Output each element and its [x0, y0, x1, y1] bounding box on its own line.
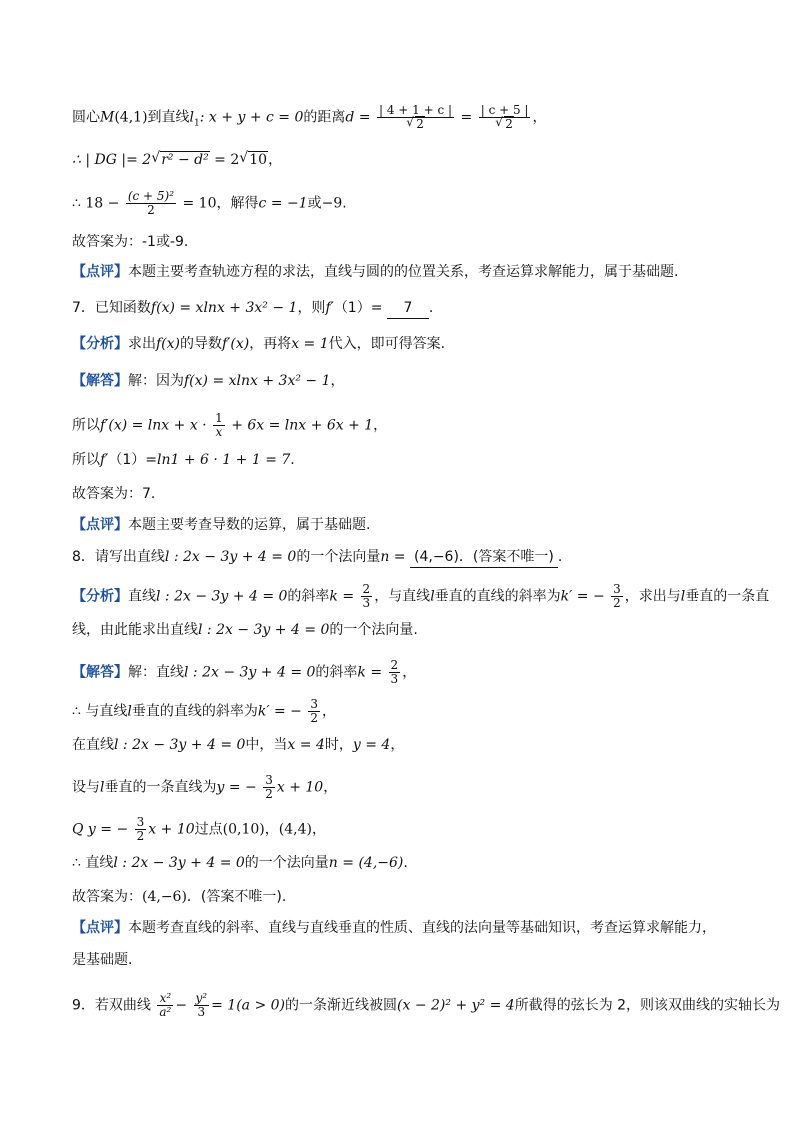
math: y = 4: [352, 737, 391, 753]
text: 故答案为：: [72, 889, 142, 905]
frac-denominator: 2: [147, 203, 155, 217]
frac-numerator: 3: [613, 582, 621, 596]
math: f(x): [156, 336, 181, 352]
math: ∴ | DG |= 2: [72, 152, 152, 168]
math: l: [127, 703, 132, 720]
frac-numerator: 2: [390, 658, 399, 672]
frac-denominator: a²: [159, 1005, 172, 1019]
text: 的导数: [180, 336, 223, 352]
math-radical: r² − d²: [161, 152, 209, 168]
fraction: [157, 992, 173, 1019]
frac-denominator: x: [215, 425, 223, 439]
text: ．(答案不唯一).: [186, 889, 287, 905]
fraction: [308, 698, 320, 725]
math: ln1 + 6 · 1 + 1 = 7: [157, 452, 291, 468]
line-comment-7: [72, 515, 734, 535]
math-eq: =: [460, 109, 473, 126]
fraction: [194, 992, 210, 1019]
math: f′: [325, 300, 334, 316]
math: l: [100, 779, 105, 796]
text: 故答案为：7.: [72, 486, 156, 502]
question-7: [72, 298, 734, 318]
line-comment-8: [72, 918, 734, 938]
fraction: [361, 583, 373, 610]
text: ，: [330, 373, 345, 389]
fraction: [135, 816, 147, 843]
text: 的距离: [303, 109, 346, 126]
math: = 2: [214, 152, 240, 168]
text: 设与: [72, 779, 100, 796]
frac-numerator: y²: [195, 991, 208, 1005]
frac-numerator: | c + 5 |: [480, 103, 529, 117]
math: l : 2x − 3y + 4 = 0: [184, 664, 316, 681]
math: = 10: [182, 195, 217, 212]
comment-tag: 【点评】: [72, 517, 128, 533]
text: ，与直线: [374, 588, 431, 605]
text: 在直线: [72, 737, 114, 753]
text: .: [557, 549, 563, 565]
math: l : 2x − 3y + 4 = 0: [156, 588, 288, 605]
answer-blank: (4,−6)．(答案不唯一): [410, 547, 558, 568]
question-8: [72, 547, 734, 567]
frac-denominator: 2: [265, 787, 273, 801]
line-solve-c: [72, 189, 734, 217]
text: 求出: [128, 336, 156, 352]
math-point: (4,1): [114, 109, 148, 126]
line-dg: [72, 150, 734, 170]
text: 直线: [85, 855, 114, 871]
math: x = 1: [291, 336, 329, 352]
text: 代入，即可得答案.: [328, 336, 446, 352]
text: ，: [532, 109, 547, 126]
text: 7．已知函数: [72, 300, 151, 316]
math-function: f(x) = xlnx + 3x² − 1: [150, 300, 298, 316]
text: 线，由此能求出直线: [72, 622, 198, 638]
line-answer-6: [72, 232, 734, 252]
frac-denominator: 2: [310, 711, 318, 725]
math: k′ = −: [257, 703, 302, 720]
text: 到直线: [147, 109, 190, 126]
question-9: [72, 991, 781, 1019]
line-through-points: [72, 815, 734, 843]
frac-numerator: 3: [310, 697, 318, 711]
text: .: [403, 855, 408, 871]
text: 解：因为: [128, 373, 184, 389]
math: f(x) = xlnx + 3x² − 1: [184, 373, 331, 389]
math: l: [680, 588, 686, 605]
frac-numerator: 1: [215, 411, 223, 425]
math: ∴ 18 −: [72, 195, 120, 212]
answer: -1或-9: [142, 234, 184, 250]
text: （1）=: [108, 452, 158, 468]
math: l : 2x − 3y + 4 = 0: [114, 737, 246, 753]
text: 解：直线: [128, 664, 184, 681]
math: ∴: [72, 855, 81, 871]
math-line: l : 2x − 3y + 4 = 0: [164, 549, 297, 565]
math: (4,−6): [142, 889, 187, 905]
text: 圆心: [72, 109, 100, 126]
solution-tag: 【解答】: [72, 664, 128, 681]
text: 过点: [194, 821, 223, 838]
text: .: [290, 452, 295, 468]
math: k =: [357, 664, 383, 681]
math-line-eq: : x + y + c = 0: [199, 109, 304, 126]
text: 直线: [128, 588, 156, 605]
text: ，: [402, 664, 417, 681]
math: x = 4: [287, 737, 325, 753]
text: ，: [321, 703, 336, 720]
text: 或: [307, 195, 322, 212]
line-derivative: [72, 411, 734, 439]
text: 所以: [72, 452, 100, 468]
text: 的斜率: [315, 664, 358, 681]
text: .: [183, 234, 189, 250]
text: ，则: [297, 300, 326, 316]
frac-numerator: 2: [362, 582, 371, 596]
fraction: [611, 583, 623, 610]
line-analysis-8: [72, 582, 770, 610]
line-solution-8: [72, 658, 734, 686]
text: 垂直的一条直: [685, 588, 770, 605]
math: l : 2x − 3y + 4 = 0: [113, 855, 245, 871]
text: 8．请写出直线: [72, 549, 165, 565]
line-comment-6: [72, 262, 734, 282]
frac-numerator: | 4 + 1 + c |: [379, 103, 453, 117]
solution-tag: 【解答】: [72, 373, 128, 389]
text: 的一个法向量.: [329, 622, 418, 638]
text: ，再将: [249, 336, 292, 352]
text: （1）=: [333, 300, 383, 316]
math: (x − 2)² + y² = 4: [397, 997, 515, 1014]
frac-denominator: 2: [613, 596, 621, 610]
math: = 1(a > 0): [211, 997, 286, 1014]
text: 本题考查直线的斜率、直线与直线垂直的性质、直线的法向量等基础知识，考查运算求解能力，: [128, 920, 716, 936]
fraction: [479, 104, 531, 131]
text: 故答案为：: [72, 234, 142, 250]
fraction: [126, 190, 176, 217]
frac-denominator: 3: [390, 672, 399, 686]
math: Q y = −: [72, 821, 129, 838]
text: ，: [268, 152, 283, 168]
text: .: [342, 195, 347, 212]
math: −9: [321, 195, 343, 212]
line-normal-vector: [72, 853, 734, 873]
text: 垂直的一条直线为: [104, 779, 217, 796]
line-perp-line: [72, 773, 734, 801]
analysis-tag: 【分析】: [72, 336, 128, 352]
math-l: l: [189, 109, 195, 126]
text: 所以: [72, 417, 100, 434]
math: −: [175, 997, 188, 1014]
math: (0,10): [222, 821, 265, 838]
text: 9．若双曲线: [72, 997, 151, 1014]
line-f-prime-1: [72, 450, 734, 470]
text: ，: [373, 417, 388, 434]
frac-numerator: 3: [265, 773, 273, 787]
math: ∴: [72, 703, 81, 720]
math: x + 10: [276, 779, 324, 796]
text: 垂直的直线的斜率为: [434, 588, 561, 605]
math: l: [430, 588, 435, 605]
text: ，: [311, 821, 326, 838]
answer-blank: 7: [387, 298, 429, 319]
math-vector: n =: [380, 549, 406, 565]
math: f′: [100, 452, 109, 468]
frac-denominator: 3: [197, 1005, 206, 1019]
line-comment-8-cont: [72, 950, 734, 970]
line-solution-7: [72, 371, 734, 391]
math: (4,4): [278, 821, 312, 838]
math-M: M: [100, 109, 115, 126]
math: n = (4,−6): [328, 855, 404, 871]
frac-denominator: 3: [362, 596, 371, 610]
math-sub: 1: [194, 118, 200, 129]
math-d: d =: [345, 109, 371, 126]
text: ，: [390, 737, 405, 753]
text: 是基础题.: [72, 952, 133, 968]
text: 垂直的直线的斜率为: [131, 703, 258, 720]
math-radical: 10: [249, 152, 268, 168]
text: ，求出与: [624, 588, 681, 605]
fraction: [213, 412, 225, 439]
text: 与直线: [85, 703, 128, 720]
math: k =: [329, 588, 355, 605]
math: x + 10: [148, 821, 195, 838]
text: 本题主要考查轨迹方程的求法，直线与圆的的位置关系，考查运算求解能力，属于基础题.: [128, 264, 679, 280]
math: l : 2x − 3y + 4 = 0: [198, 622, 330, 638]
line-perp-slope: [72, 697, 734, 725]
math: y = −: [216, 779, 257, 796]
line-point: [72, 735, 734, 755]
text: ，: [323, 779, 338, 796]
math: k′ = −: [560, 588, 605, 605]
line-analysis-8-cont: [72, 620, 734, 640]
line-answer-7: [72, 484, 734, 504]
text: 的一个法向量: [296, 549, 381, 565]
comment-tag: 【点评】: [72, 264, 128, 280]
text: ，: [264, 821, 279, 838]
math: c = −1: [258, 195, 308, 212]
text: 本题主要考查导数的运算，属于基础题.: [128, 517, 371, 533]
text: 的斜率: [287, 588, 330, 605]
text: 的一条渐近线被圆: [285, 997, 398, 1014]
math: f′(x): [222, 336, 250, 352]
frac-numerator: 3: [136, 815, 145, 829]
line-distance: [72, 103, 734, 131]
text: ，解得: [216, 195, 259, 212]
text: 中，当: [245, 737, 288, 753]
line-analysis-7: [72, 334, 734, 354]
fraction: [377, 104, 454, 131]
math: + 6x = lnx + 6x + 1: [231, 417, 374, 434]
analysis-tag: 【分析】: [72, 588, 128, 605]
line-answer-8: [72, 887, 734, 907]
frac-denominator: 2: [505, 117, 513, 131]
text: .: [428, 300, 434, 316]
text: 所截得的弦长为 2，则该双曲线的实轴长为: [514, 997, 781, 1014]
comment-tag: 【点评】: [72, 920, 128, 936]
text: 的一个法向量: [244, 855, 329, 871]
frac-numerator: (c + 5)²: [127, 189, 175, 203]
fraction: [389, 659, 401, 686]
math: f′(x) = lnx + x ·: [100, 417, 207, 434]
frac-denominator: 2: [136, 829, 145, 843]
fraction: [263, 774, 275, 801]
text: 时，: [324, 737, 353, 753]
frac-numerator: x²: [157, 992, 173, 1006]
frac-denominator: 2: [416, 117, 424, 131]
